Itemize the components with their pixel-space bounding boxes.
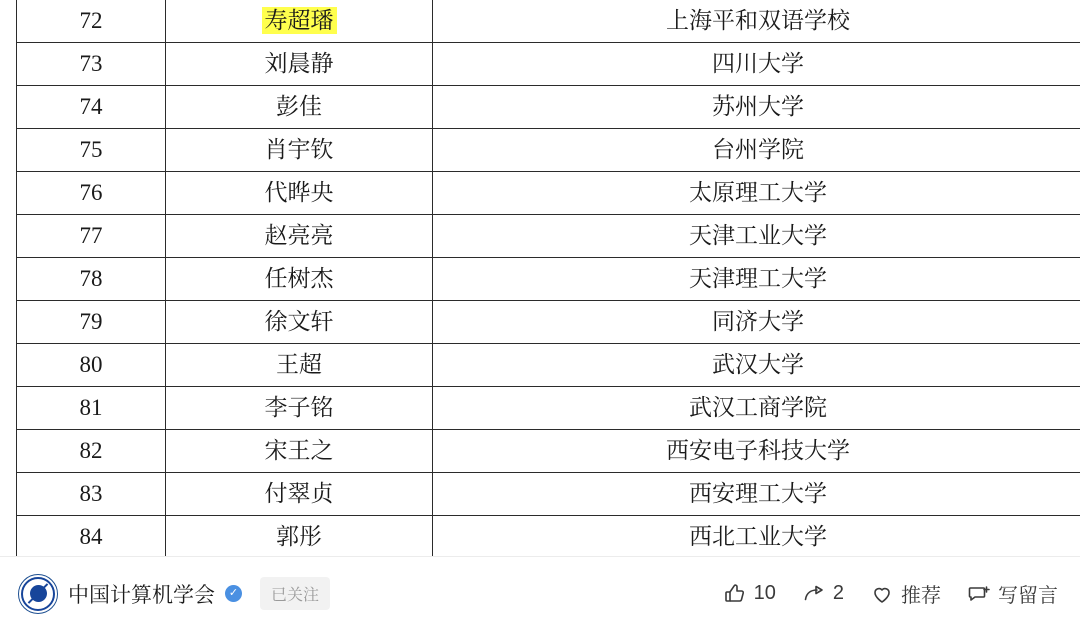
row-school: 太原理工大学: [433, 172, 1080, 215]
row-index: 72: [17, 0, 166, 43]
share-action[interactable]: [802, 582, 844, 606]
row-index: 82: [17, 430, 166, 473]
row-name: 宋王之: [166, 430, 433, 473]
row-index: 73: [17, 43, 166, 86]
table-row: [17, 516, 1080, 557]
share-count: 2: [832, 582, 844, 604]
logo-inner: [30, 585, 47, 602]
row-index: 84: [17, 516, 166, 557]
table-row: [17, 215, 1080, 258]
row-name: 王超: [166, 344, 433, 387]
table-row: [17, 473, 1080, 516]
row-index: 75: [17, 129, 166, 172]
like-count: 10: [753, 582, 776, 604]
row-name: 李子铭: [166, 387, 433, 430]
roster-table-body: [17, 0, 1080, 556]
row-name: 肖宇钦: [166, 129, 433, 172]
table-row: [17, 430, 1080, 473]
ccf-logo-icon: [18, 574, 58, 614]
row-index: 76: [17, 172, 166, 215]
roster-table: [16, 0, 1080, 556]
row-index: 83: [17, 473, 166, 516]
row-name: 代晔央: [166, 172, 433, 215]
table-row: [17, 43, 1080, 86]
thumbs-up-icon: [723, 582, 747, 606]
account-block[interactable]: [18, 574, 330, 614]
row-name: 郭彤: [166, 516, 433, 557]
row-name: 任树杰: [166, 258, 433, 301]
row-school: 西安理工大学: [433, 473, 1080, 516]
like-action[interactable]: [723, 582, 776, 606]
row-school: 武汉工商学院: [433, 387, 1080, 430]
table-row: [17, 387, 1080, 430]
row-name: 赵亮亮: [166, 215, 433, 258]
table-row: [17, 129, 1080, 172]
heart-icon: [870, 582, 894, 606]
row-school: 上海平和双语学校: [433, 0, 1080, 43]
table-row: [17, 172, 1080, 215]
verified-badge-icon: ✓: [225, 585, 242, 602]
row-name: [166, 0, 433, 43]
logo-ring: [21, 577, 55, 611]
comment-label: 写留言: [998, 585, 1058, 607]
row-name: 彭佳: [166, 86, 433, 129]
follow-status-chip[interactable]: 已关注: [260, 577, 330, 610]
row-school: 四川大学: [433, 43, 1080, 86]
row-index: 80: [17, 344, 166, 387]
row-school: 苏州大学: [433, 86, 1080, 129]
row-school: 西北工业大学: [433, 516, 1080, 557]
recommend-action[interactable]: [870, 579, 941, 608]
account-name: 中国计算机学会: [68, 583, 215, 607]
row-school: 武汉大学: [433, 344, 1080, 387]
table-row: [17, 86, 1080, 129]
recommend-label: 推荐: [901, 585, 941, 607]
table-row: [17, 258, 1080, 301]
highlighted-name: 寿超璠: [262, 7, 337, 34]
table-row: [17, 0, 1080, 43]
row-school: 同济大学: [433, 301, 1080, 344]
row-index: 78: [17, 258, 166, 301]
row-school: 天津工业大学: [433, 215, 1080, 258]
comment-action[interactable]: [967, 579, 1058, 608]
comment-icon: [967, 582, 991, 606]
row-index: 81: [17, 387, 166, 430]
row-name: 刘晨静: [166, 43, 433, 86]
footer-actions: [723, 579, 1058, 608]
table-row: [17, 344, 1080, 387]
row-school: 西安电子科技大学: [433, 430, 1080, 473]
row-school: 台州学院: [433, 129, 1080, 172]
row-school: 天津理工大学: [433, 258, 1080, 301]
row-index: 77: [17, 215, 166, 258]
row-name: 徐文轩: [166, 301, 433, 344]
article-footer-bar: [0, 556, 1080, 630]
row-index: 79: [17, 301, 166, 344]
row-index: 74: [17, 86, 166, 129]
table-row: [17, 301, 1080, 344]
row-name: 付翠贞: [166, 473, 433, 516]
share-icon: [802, 582, 826, 606]
